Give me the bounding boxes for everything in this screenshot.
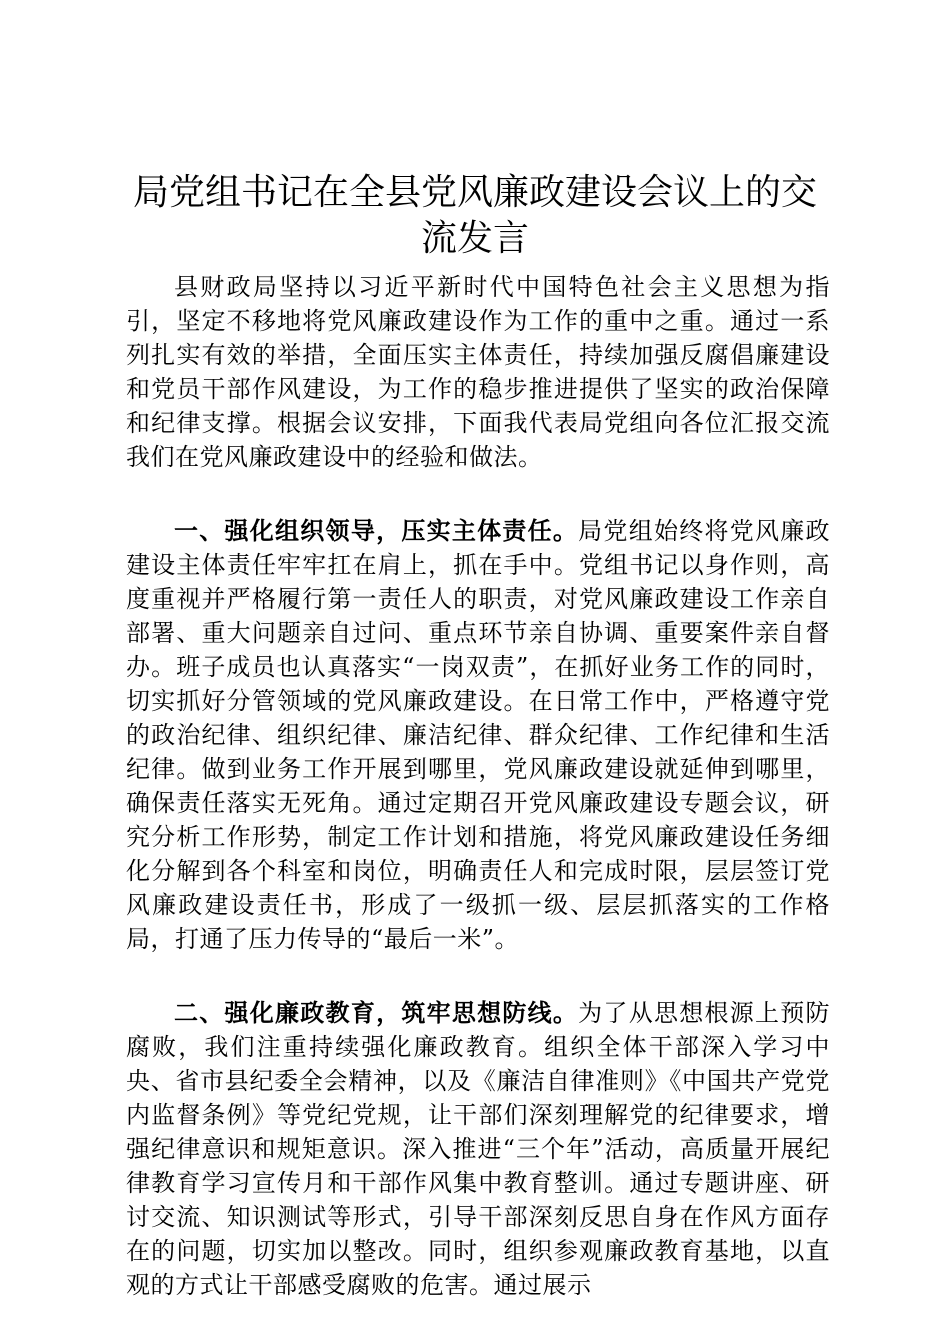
document-body xyxy=(126,270,830,1342)
paragraph-text: 县财政局坚持以习近平新时代中国特色社会主义思想为指引，坚定不移地将党风廉政建设作为工作的重中之重。通过一系列扎实有效的举措，全面压实主体责任，持续加强反腐倡廉建设和党员干部作风建设，为工作的稳步推进提供了坚实的政治保障和纪律支撑。根据会议安排，下面我代表局党组向各位汇报交流我们在党风廉政建设中的经验和做法。 xyxy=(126,273,830,471)
paragraph-text: 局党组始终将党风廉政建设主体责任牢牢扛在肩上，抓在手中。党组书记以身作则，高度重视并严格履行第一责任人的职责，对党风廉政建设工作亲自部署、重大问题亲自过问、重点环节亲自协调、重要案件亲自督办。班子成员也认真落实“一岗双责”，在抓好业务工作的同时，切实抓好分管领域的党风廉政建设。在日常工作中，严格遵守党的政治纪律、组织纪律、廉洁纪律、群众纪律、工作纪律和生活纪律。做到业务工作开展到哪里，党风廉政建设就延伸到哪里，确保责任落实无死角。通过定期召开党风廉政建设专题会议，研究分析工作形势，制定工作计划和措施，将党风廉政建设任务细化分解到各个科室和岗位，明确责任人和完成时限，层层签订党风廉政建设责任书，形成了一级抓一级、层层抓落实的工作格局，打通了压力传导的“最后一米”。 xyxy=(126,517,831,953)
paragraph-section-1 xyxy=(126,514,830,956)
paragraph-heading: 二、强化廉政教育，筑牢思想防线。 xyxy=(174,998,579,1027)
paragraph-section-2 xyxy=(126,996,830,1302)
paragraph-intro xyxy=(126,270,830,474)
paragraph-text: 为了从思想根源上预防腐败，我们注重持续强化廉政教育。组织全体干部深入学习中央、省市县纪委全会精神，以及《廉洁自律准则》《中国共产党党内监督条例》等党纪党规，让干部们深刻理解党的纪律要求，增强纪律意识和规矩意识。深入推进“三个年”活动，高质量开展纪律教育学习宣传月和干部作风集中教育整训。通过专题讲座、研讨交流、知识测试等形式，引导干部深刻反思自身在作风方面存在的问题，切实加以整改。同时，组织参观廉政教育基地，以直观的方式让干部感受腐败的危害。通过展示 xyxy=(126,999,831,1299)
paragraph-heading: 一、强化组织领导，压实主体责任。 xyxy=(174,516,579,545)
document-title: 局党组书记在全县党风廉政建设会议上的交流发言 xyxy=(132,172,817,259)
